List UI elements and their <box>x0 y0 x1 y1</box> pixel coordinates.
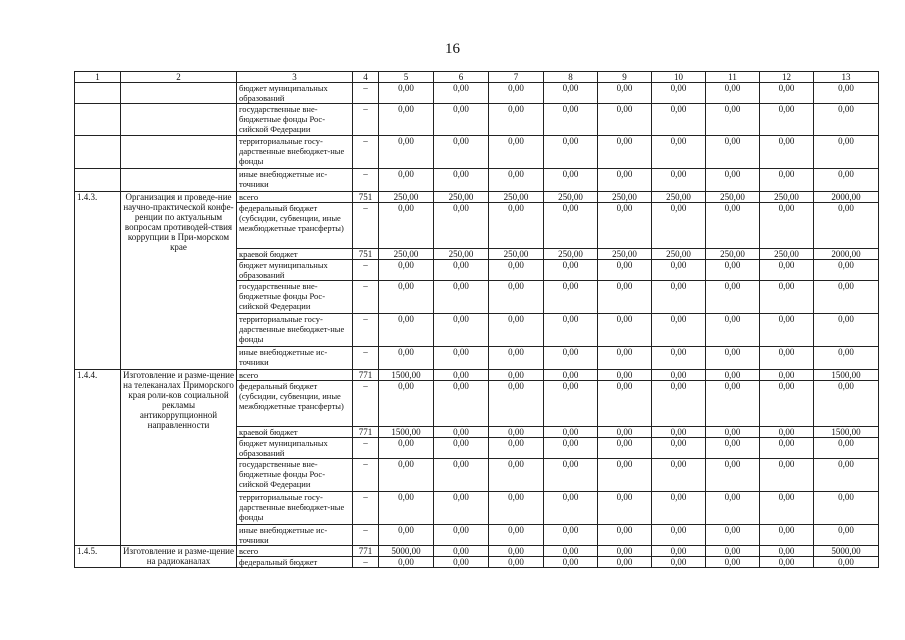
amount-cell: 0,00 <box>706 427 760 438</box>
amount-cell: 250,00 <box>434 249 489 260</box>
amount-cell: 0,00 <box>379 459 434 492</box>
amount-cell: 0,00 <box>598 492 652 525</box>
amount-cell: 0,00 <box>760 525 814 546</box>
code-cell: – <box>353 438 379 459</box>
column-header: 4 <box>353 72 379 83</box>
amount-cell: 0,00 <box>598 347 652 370</box>
funding-source-cell: федеральный бюджет (субсидии, субвенции, иные межбюджетные трансферты) <box>237 203 353 249</box>
amount-cell: 5000,00 <box>379 546 434 557</box>
amount-cell: 0,00 <box>652 381 706 427</box>
amount-cell: 0,00 <box>434 438 489 459</box>
item-name-cell: Изготовление и разме-щение на телеканалах Приморского края роли-ков социальной рекламы антикоррупционной направленности <box>121 370 237 546</box>
amount-cell: 0,00 <box>706 557 760 568</box>
table-row <box>75 136 879 169</box>
amount-cell: 0,00 <box>544 281 598 314</box>
amount-cell: 0,00 <box>598 281 652 314</box>
amount-cell: 0,00 <box>760 546 814 557</box>
amount-cell: 0,00 <box>544 459 598 492</box>
amount-cell: 0,00 <box>544 370 598 381</box>
amount-cell: 0,00 <box>814 83 879 104</box>
amount-cell: 0,00 <box>760 347 814 370</box>
amount-cell: 0,00 <box>544 557 598 568</box>
page-number: 16 <box>445 41 460 57</box>
amount-cell: 250,00 <box>598 249 652 260</box>
column-header: 11 <box>706 72 760 83</box>
funding-source-cell: федеральный бюджет (субсидии, субвенции, иные межбюджетные трансферты) <box>237 381 353 427</box>
amount-cell: 0,00 <box>814 169 879 192</box>
amount-cell: 0,00 <box>706 281 760 314</box>
amount-cell: 0,00 <box>379 260 434 281</box>
amount-cell: 0,00 <box>544 169 598 192</box>
table-row <box>75 83 879 104</box>
amount-cell: 0,00 <box>379 169 434 192</box>
table-row <box>75 370 879 381</box>
table-row <box>75 104 879 136</box>
amount-cell: 250,00 <box>598 192 652 203</box>
amount-cell: 250,00 <box>434 192 489 203</box>
funding-source-cell: государственные вне-бюджетные фонды Рос-сийской Федерации <box>237 459 353 492</box>
item-name-cell <box>121 136 237 169</box>
amount-cell: 250,00 <box>489 192 544 203</box>
amount-cell: 0,00 <box>706 459 760 492</box>
funding-source-cell: всего <box>237 370 353 381</box>
amount-cell: 1500,00 <box>379 370 434 381</box>
amount-cell: 0,00 <box>598 381 652 427</box>
amount-cell: 0,00 <box>706 203 760 249</box>
amount-cell: 0,00 <box>598 427 652 438</box>
amount-cell: 0,00 <box>706 370 760 381</box>
amount-cell: 0,00 <box>489 203 544 249</box>
funding-source-cell: бюджет муниципальных образований <box>237 260 353 281</box>
funding-source-cell: всего <box>237 546 353 557</box>
code-cell: – <box>353 381 379 427</box>
amount-cell: 0,00 <box>598 525 652 546</box>
code-cell: 771 <box>353 546 379 557</box>
amount-cell: 0,00 <box>544 136 598 169</box>
item-name-cell <box>121 83 237 104</box>
funding-source-cell: всего <box>237 192 353 203</box>
funding-source-cell: иные внебюджетные ис-точники <box>237 169 353 192</box>
item-number-cell <box>75 136 121 169</box>
amount-cell: 0,00 <box>652 370 706 381</box>
amount-cell: 0,00 <box>434 546 489 557</box>
amount-cell: 0,00 <box>760 169 814 192</box>
item-name-cell <box>121 104 237 136</box>
amount-cell: 250,00 <box>544 249 598 260</box>
amount-cell: 0,00 <box>814 104 879 136</box>
amount-cell: 0,00 <box>706 260 760 281</box>
item-number-cell <box>75 169 121 192</box>
amount-cell: 0,00 <box>379 492 434 525</box>
funding-source-cell: краевой бюджет <box>237 249 353 260</box>
amount-cell: 0,00 <box>598 459 652 492</box>
amount-cell: 0,00 <box>652 281 706 314</box>
amount-cell: 0,00 <box>379 203 434 249</box>
code-cell: – <box>353 557 379 568</box>
code-cell: – <box>353 203 379 249</box>
amount-cell: 0,00 <box>489 136 544 169</box>
code-cell: – <box>353 260 379 281</box>
amount-cell: 0,00 <box>379 381 434 427</box>
column-header: 13 <box>814 72 879 83</box>
funding-source-cell: территориальные госу-дарственные внебюджет-ные фонды <box>237 492 353 525</box>
amount-cell: 0,00 <box>652 260 706 281</box>
code-cell: – <box>353 169 379 192</box>
amount-cell: 0,00 <box>489 281 544 314</box>
amount-cell: 0,00 <box>489 260 544 281</box>
amount-cell: 0,00 <box>434 557 489 568</box>
amount-cell: 0,00 <box>544 260 598 281</box>
amount-cell: 250,00 <box>544 192 598 203</box>
amount-cell: 0,00 <box>652 427 706 438</box>
amount-cell: 1500,00 <box>379 427 434 438</box>
amount-cell: 0,00 <box>814 557 879 568</box>
amount-cell: 0,00 <box>379 104 434 136</box>
amount-cell: 0,00 <box>598 136 652 169</box>
amount-cell: 0,00 <box>434 492 489 525</box>
amount-cell: 0,00 <box>598 203 652 249</box>
amount-cell: 0,00 <box>379 136 434 169</box>
amount-cell: 0,00 <box>814 203 879 249</box>
amount-cell: 0,00 <box>379 525 434 546</box>
amount-cell: 0,00 <box>434 525 489 546</box>
amount-cell: 0,00 <box>544 525 598 546</box>
amount-cell: 0,00 <box>544 104 598 136</box>
amount-cell: 0,00 <box>379 347 434 370</box>
amount-cell: 0,00 <box>598 169 652 192</box>
amount-cell: 0,00 <box>434 260 489 281</box>
amount-cell: 0,00 <box>814 281 879 314</box>
amount-cell: 250,00 <box>489 249 544 260</box>
amount-cell: 0,00 <box>760 459 814 492</box>
amount-cell: 0,00 <box>598 104 652 136</box>
funding-source-cell: государственные вне-бюджетные фонды Рос-сийской Федерации <box>237 104 353 136</box>
column-header: 1 <box>75 72 121 83</box>
column-header: 10 <box>652 72 706 83</box>
column-header: 12 <box>760 72 814 83</box>
amount-cell: 0,00 <box>652 314 706 347</box>
amount-cell: 0,00 <box>489 104 544 136</box>
code-cell: – <box>353 492 379 525</box>
amount-cell: 0,00 <box>760 557 814 568</box>
amount-cell: 0,00 <box>544 314 598 347</box>
amount-cell: 0,00 <box>379 314 434 347</box>
funding-source-cell: иные внебюджетные ис-точники <box>237 347 353 370</box>
amount-cell: 0,00 <box>434 370 489 381</box>
amount-cell: 0,00 <box>652 557 706 568</box>
amount-cell: 0,00 <box>652 347 706 370</box>
amount-cell: 2000,00 <box>814 192 879 203</box>
amount-cell: 0,00 <box>489 525 544 546</box>
amount-cell: 0,00 <box>434 347 489 370</box>
amount-cell: 0,00 <box>760 370 814 381</box>
amount-cell: 0,00 <box>760 136 814 169</box>
amount-cell: 0,00 <box>434 203 489 249</box>
column-header: 9 <box>598 72 652 83</box>
code-cell: – <box>353 525 379 546</box>
amount-cell: 0,00 <box>434 427 489 438</box>
amount-cell: 0,00 <box>544 203 598 249</box>
amount-cell: 0,00 <box>379 557 434 568</box>
amount-cell: 0,00 <box>706 381 760 427</box>
amount-cell: 0,00 <box>489 459 544 492</box>
amount-cell: 1500,00 <box>814 427 879 438</box>
amount-cell: 0,00 <box>814 492 879 525</box>
amount-cell: 0,00 <box>652 438 706 459</box>
code-cell: 771 <box>353 427 379 438</box>
funding-source-cell: иные внебюджетные ис-точники <box>237 525 353 546</box>
code-cell: – <box>353 459 379 492</box>
column-header: 2 <box>121 72 237 83</box>
table-row <box>75 169 879 192</box>
table-header-row <box>75 72 879 83</box>
item-number-cell <box>75 83 121 104</box>
amount-cell: 0,00 <box>544 546 598 557</box>
amount-cell: 250,00 <box>760 249 814 260</box>
amount-cell: 0,00 <box>652 136 706 169</box>
amount-cell: 0,00 <box>434 281 489 314</box>
amount-cell: 0,00 <box>489 83 544 104</box>
item-number-cell <box>75 104 121 136</box>
amount-cell: 250,00 <box>706 192 760 203</box>
amount-cell: 0,00 <box>814 525 879 546</box>
column-header: 6 <box>434 72 489 83</box>
amount-cell: 0,00 <box>544 347 598 370</box>
amount-cell: 250,00 <box>379 249 434 260</box>
amount-cell: 0,00 <box>652 169 706 192</box>
code-cell: – <box>353 314 379 347</box>
code-cell: – <box>353 83 379 104</box>
amount-cell: 0,00 <box>706 136 760 169</box>
amount-cell: 0,00 <box>814 438 879 459</box>
amount-cell: 0,00 <box>544 427 598 438</box>
amount-cell: 0,00 <box>598 546 652 557</box>
item-name-cell: Организация и проведе-ние научно-практической конфе-ренции по актуальным вопросам противодей-ствия коррупции в При-морском крае <box>121 192 237 370</box>
amount-cell: 0,00 <box>598 83 652 104</box>
amount-cell: 0,00 <box>598 370 652 381</box>
amount-cell: 0,00 <box>706 104 760 136</box>
item-number-cell: 1.4.5. <box>75 546 121 568</box>
column-header: 3 <box>237 72 353 83</box>
amount-cell: 0,00 <box>379 438 434 459</box>
funding-source-cell: государственные вне-бюджетные фонды Рос-сийской Федерации <box>237 281 353 314</box>
amount-cell: 0,00 <box>598 260 652 281</box>
amount-cell: 0,00 <box>434 459 489 492</box>
amount-cell: 0,00 <box>760 281 814 314</box>
amount-cell: 0,00 <box>814 136 879 169</box>
amount-cell: 0,00 <box>760 427 814 438</box>
amount-cell: 5000,00 <box>814 546 879 557</box>
code-cell: 751 <box>353 249 379 260</box>
amount-cell: 0,00 <box>544 83 598 104</box>
amount-cell: 0,00 <box>814 459 879 492</box>
amount-cell: 0,00 <box>489 438 544 459</box>
amount-cell: 0,00 <box>598 438 652 459</box>
amount-cell: 0,00 <box>434 314 489 347</box>
amount-cell: 0,00 <box>489 557 544 568</box>
funding-source-cell: федеральный бюджет <box>237 557 353 568</box>
amount-cell: 0,00 <box>489 427 544 438</box>
amount-cell: 0,00 <box>544 492 598 525</box>
amount-cell: 0,00 <box>489 370 544 381</box>
amount-cell: 0,00 <box>652 203 706 249</box>
funding-source-cell: территориальные госу-дарственные внебюджет-ные фонды <box>237 136 353 169</box>
amount-cell: 0,00 <box>760 260 814 281</box>
amount-cell: 0,00 <box>489 169 544 192</box>
funding-source-cell: бюджет муниципальных образований <box>237 83 353 104</box>
code-cell: 771 <box>353 370 379 381</box>
amount-cell: 0,00 <box>652 546 706 557</box>
amount-cell: 0,00 <box>706 314 760 347</box>
item-name-cell: Изготовление и разме-щение на радиоканалах <box>121 546 237 568</box>
amount-cell: 250,00 <box>379 192 434 203</box>
amount-cell: 0,00 <box>706 546 760 557</box>
amount-cell: 0,00 <box>598 314 652 347</box>
amount-cell: 0,00 <box>652 492 706 525</box>
code-cell: – <box>353 281 379 314</box>
amount-cell: 0,00 <box>489 314 544 347</box>
amount-cell: 0,00 <box>760 381 814 427</box>
amount-cell: 0,00 <box>434 136 489 169</box>
amount-cell: 2000,00 <box>814 249 879 260</box>
funding-source-cell: бюджет муниципальных образований <box>237 438 353 459</box>
amount-cell: 0,00 <box>434 381 489 427</box>
amount-cell: 0,00 <box>434 83 489 104</box>
amount-cell: 0,00 <box>489 492 544 525</box>
amount-cell: 0,00 <box>706 438 760 459</box>
amount-cell: 0,00 <box>652 525 706 546</box>
amount-cell: 0,00 <box>598 557 652 568</box>
funding-source-cell: территориальные госу-дарственные внебюджет-ные фонды <box>237 314 353 347</box>
amount-cell: 0,00 <box>544 438 598 459</box>
amount-cell: 0,00 <box>652 459 706 492</box>
amount-cell: 0,00 <box>434 104 489 136</box>
amount-cell: 0,00 <box>434 169 489 192</box>
item-number-cell: 1.4.4. <box>75 370 121 546</box>
code-cell: – <box>353 347 379 370</box>
item-number-cell: 1.4.3. <box>75 192 121 370</box>
budget-table <box>74 71 879 568</box>
column-header: 8 <box>544 72 598 83</box>
column-header: 5 <box>379 72 434 83</box>
amount-cell: 0,00 <box>706 525 760 546</box>
amount-cell: 0,00 <box>706 83 760 104</box>
amount-cell: 0,00 <box>760 83 814 104</box>
amount-cell: 1500,00 <box>814 370 879 381</box>
amount-cell: 0,00 <box>814 314 879 347</box>
amount-cell: 0,00 <box>652 104 706 136</box>
amount-cell: 250,00 <box>706 249 760 260</box>
amount-cell: 0,00 <box>489 347 544 370</box>
amount-cell: 0,00 <box>489 546 544 557</box>
amount-cell: 0,00 <box>706 347 760 370</box>
amount-cell: 0,00 <box>652 83 706 104</box>
amount-cell: 0,00 <box>760 203 814 249</box>
amount-cell: 0,00 <box>489 381 544 427</box>
amount-cell: 0,00 <box>379 281 434 314</box>
funding-source-cell: краевой бюджет <box>237 427 353 438</box>
amount-cell: 0,00 <box>760 314 814 347</box>
amount-cell: 250,00 <box>652 192 706 203</box>
code-cell: 751 <box>353 192 379 203</box>
code-cell: – <box>353 136 379 169</box>
amount-cell: 0,00 <box>760 492 814 525</box>
amount-cell: 0,00 <box>760 104 814 136</box>
item-name-cell <box>121 169 237 192</box>
amount-cell: 250,00 <box>652 249 706 260</box>
amount-cell: 0,00 <box>706 492 760 525</box>
amount-cell: 250,00 <box>760 192 814 203</box>
code-cell: – <box>353 104 379 136</box>
amount-cell: 0,00 <box>706 169 760 192</box>
column-header: 7 <box>489 72 544 83</box>
table-row <box>75 546 879 557</box>
amount-cell: 0,00 <box>760 438 814 459</box>
amount-cell: 0,00 <box>814 260 879 281</box>
amount-cell: 0,00 <box>544 381 598 427</box>
amount-cell: 0,00 <box>814 381 879 427</box>
amount-cell: 0,00 <box>814 347 879 370</box>
table-row <box>75 192 879 203</box>
amount-cell: 0,00 <box>379 83 434 104</box>
